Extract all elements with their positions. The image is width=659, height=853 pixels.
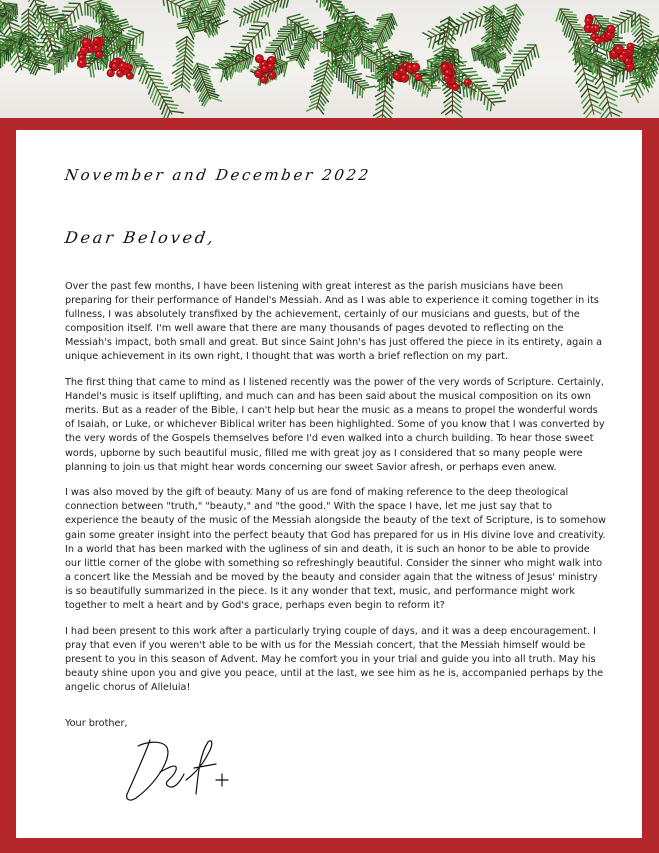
pine-garland-banner [0,0,659,118]
letter-paper [16,130,642,838]
signature-icon [116,734,246,812]
letter-salutation: Dear Beloved, [63,228,218,247]
pine-garland-image [0,0,659,118]
letter-paragraph: The first thing that came to mind as I listened recently was the power of the very words of Scripture. Certainly, Handel's music is itself uplifting, and much can and has been said about the musical composition on its own merits. But as a reader of the Bible, I can't help but hear the music as a means to propel the wonderful words of Isaiah, or Luke, or whichever Biblical writer has been highlighted. Some of you know that I was converted by the very words of the Gospels themselves before I'd even walked into a church building. To hear those sweet words, upborne by such beautiful music, filled me with great joy as I considered that so many people were planning to join us that might hear words concerning our sweet Savior afresh, or perhaps even anew. [65,377,605,473]
letter-paragraph: I had been present to this work after a particularly trying couple of days, and it was a deep encouragement. I pray that even if you weren't able to be with us for the Messiah concert, that the Messiah himself would be present to you in this season of Advent. May he comfort you in your trial and guide you into all truth. May his beauty shine upon you and give you peace, until at the last, we see him as he is, accompanied perhaps by the angelic chorus of Alleluia! [65,625,604,693]
letter-paragraph: Over the past few months, I have been listening with great interest as the parish musicians have been preparing for their performance of Handel's Messiah. And as I was able to experience it coming together in its fullness, I was absolutely transfixed by the achievement, certainly of our musicians and guests, but of the composition itself. I'm well aware that there are many thousands of pages devoted to reflecting on the Messiah's impact, both small and great. But since Saint John's has just offered the piece in its entirety, again a unique achievement in its own right, I thought that was worth a brief reflection on my part. [65,281,603,363]
letter-closing: Your brother, [65,718,128,729]
letter-paragraph: I was also moved by the gift of beauty. Many of us are fond of making reference to the deep theological connection between "truth," "beauty," and "the good." With the space I have, let me just say that to experience the beauty of the music of the Messiah alongside the beauty of the text of Scripture, is to somehow gain some greater insight into the perfect beauty that God has prepared for us in His divine love and creativity. In a world that has been marked with the ugliness of sin and death, it is such an honor to be able to provide our little corner of the globe with something so refreshingly beautiful. Consider the sinner who might walk into a concert like the Messiah and be moved by the beauty and consider again that the witness of Jesus' ministry is so beautifully summarized in the piece. Is it any wonder that text, music, and performance might work together to melt a heart and by God's grace, perhaps even begin to reform it? [65,487,606,611]
letter-date: November and December 2022 [63,166,372,184]
letter-body [65,280,607,707]
